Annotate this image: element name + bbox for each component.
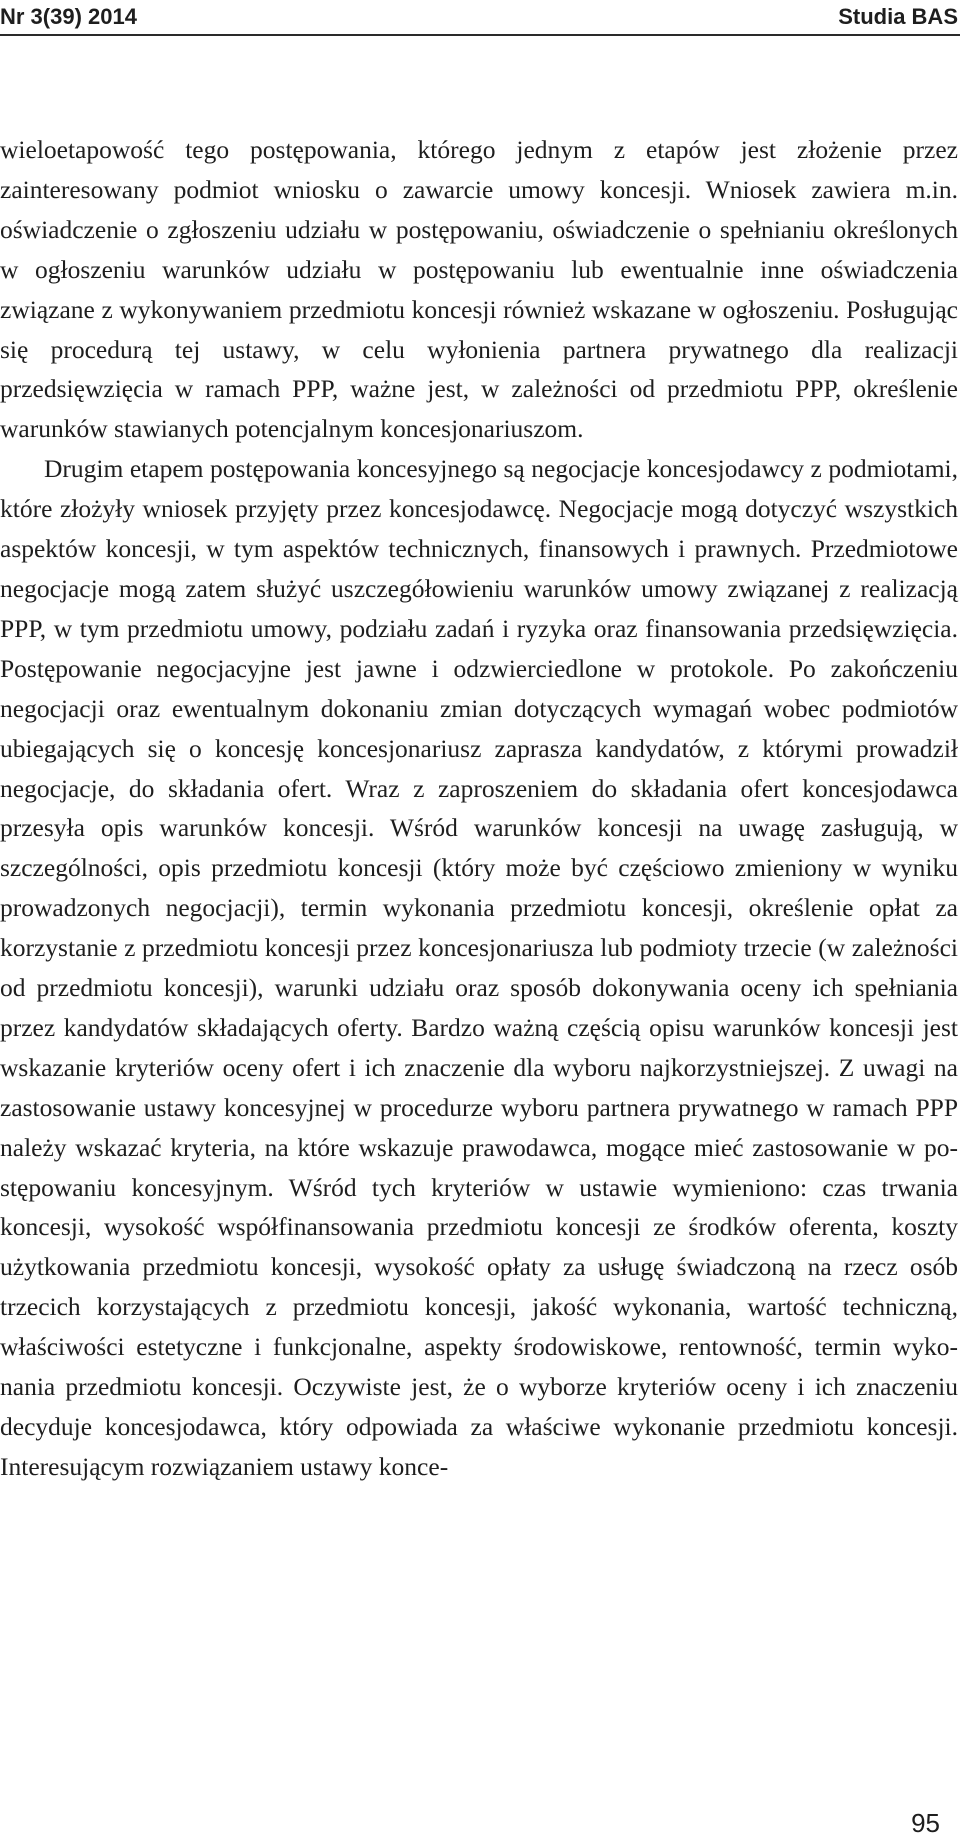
article-body (0, 130, 958, 1487)
running-header (0, 0, 960, 36)
issue-number: Nr 3(39) 2014 (0, 4, 137, 29)
page-number: 95 (911, 1808, 940, 1838)
journal-title: Studia BAS (838, 4, 958, 29)
paragraph: wieloetapowość tego postępowania, którego jednym z etapów jest złożenie przez zainteresowany podmiot wniosku o zawarcie umowy koncesji. Wniosek zawiera m.in. oświadczenie o zgłoszeniu udziału w postępowaniu, oświadczenie o spełnianiu określonych w ogłoszeniu warunków udziału w postępowaniu lub ewentualnie inne oświadczenia związane z wykonywaniem przedmiotu koncesji również wskazane w ogłoszeniu. Posługując się procedurą tej ustawy, w celu wyłonienia partnera prywatnego dla realizacji przedsięwzięcia w ramach PPP, ważne jest, w zależności od przedmiotu PPP, określenie warunków stawianych potencjalnym koncesjonariuszom. (0, 135, 958, 444)
paragraph: Drugim etapem postępowania koncesyjnego są negocjacje koncesjodawcy z podmiotami, które złożyły wniosek przyjęty przez koncesjodawcę. Negocjacje mogą dotyczyć wszystkich aspektów koncesji, w tym aspektów technicznych, finansowych i prawnych. Przedmiotowe negocjacje mogą zatem służyć uszczegółowieniu warunków umowy związanej z realizacją PPP, w tym przedmiotu umowy, podziału zadań i ryzyka oraz finansowania przedsięwzięcia. Postępowanie negocjacyjne jest jawne i odzwierciedlone w protokole. Po zakończeniu negocjacji oraz ewentualnym dokonaniu zmian dotyczących wymagań wobec podmiotów ubiegających się o koncesję koncesjonariusz zaprasza kandydatów, z którymi prowadził negocjacje, do składania ofert. Wraz z zaproszeniem do składania ofert koncesjodawca przesyła opis warunków koncesji. Wśród warunków koncesji na uwagę zasługują, w szczególności, opis przedmiotu koncesji (który może być częściowo zmieniony w wyniku prowadzonych negocjacji), termin wykonania przedmiotu koncesji, określenie opłat za korzystanie z przedmiotu koncesji przez koncesjonariusza lub podmioty trzecie (w zależności od przedmiotu koncesji), warunki udziału oraz sposób dokonywania oceny ich spełniania przez kandydatów składających oferty. Bardzo ważną częścią opisu warunków koncesji jest wskazanie kryteriów oceny ofert i ich znaczenie dla wyboru najkorzystniejszej. Z uwagi na zastosowanie ustawy koncesyjnej w procedurze wyboru partnera prywatnego w ramach PPP należy wskazać kryteria, na które wskazuje prawodawca, mogące mieć zastosowanie w postępowaniu koncesyjnym. Wśród tych kryteriów w ustawie wymieniono: czas trwania koncesji, wysokość współfinansowania przedmiotu koncesji ze środków oferenta, koszty użytkowania przedmiotu koncesji, wysokość opłaty za usługę świadczoną na rzecz osób trzecich korzystających z przedmiotu koncesji, jakość wykonania, wartość techniczną, właściwości estetyczne i funkcjonalne, aspekty środowiskowe, rentowność, termin wykonania przedmiotu koncesji. Oczywiste jest, że o wyborze kryteriów oceny i ich znaczeniu decyduje koncesjodawca, który odpowiada za właściwe wykonanie przedmiotu koncesji. Interesującym rozwiązaniem ustawy konce- (0, 454, 958, 1481)
